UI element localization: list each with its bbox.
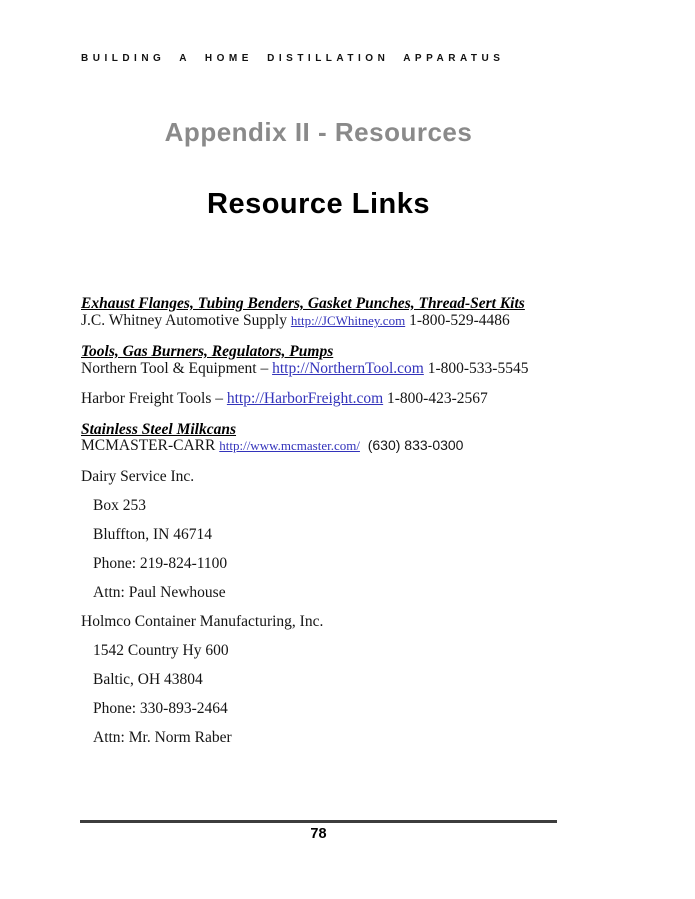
page-number: 78: [310, 826, 327, 842]
contact-line: Bluffton, IN 46714: [93, 526, 212, 543]
contact-holmco: [81, 607, 323, 752]
running-header: BUILDING A HOME DISTILLATION APPARATUS: [81, 53, 505, 64]
contact-line: Attn: Mr. Norm Raber: [93, 729, 232, 746]
mcmaster-link[interactable]: http://www.mcmaster.com/: [219, 438, 360, 453]
section-heading-milkcans: Stainless Steel Milkcans: [81, 421, 237, 438]
footer-rule: [80, 820, 557, 823]
contact-line: Phone: 219-824-1100: [93, 555, 228, 572]
contact-name: Dairy Service Inc.: [81, 468, 195, 485]
entry-phone: 1-800-529-4486: [405, 312, 510, 329]
contact-dairy-service: [81, 462, 227, 607]
entry-text: Harbor Freight Tools –: [81, 390, 227, 407]
northerntool-link[interactable]: http://NorthernTool.com: [272, 360, 424, 377]
jcwhitney-link[interactable]: http://JCWhitney.com: [290, 313, 406, 328]
resource-entry: [81, 390, 488, 408]
entry-phone: 1-800-423-2567: [383, 390, 488, 407]
contact-line: Baltic, OH 43804: [93, 671, 203, 688]
resource-entry: [81, 312, 510, 330]
resource-entry: [81, 437, 463, 455]
page-title: Resource Links: [207, 188, 430, 220]
entry-text: J.C. Whitney Automotive Supply: [81, 312, 291, 329]
harborfreight-link[interactable]: http://HarborFreight.com: [226, 390, 384, 407]
resource-entry: [81, 360, 528, 378]
entry-phone: 1-800-533-5545: [423, 360, 529, 377]
entry-text: MCMASTER-CARR: [81, 437, 220, 454]
entry-phone: (630) 833-0300: [359, 437, 464, 453]
section-heading-tools-burners: Tools, Gas Burners, Regulators, Pumps: [81, 343, 334, 360]
contact-line: Phone: 330-893-2464: [93, 700, 228, 717]
appendix-title: Appendix II - Resources: [164, 117, 473, 147]
section-heading-exhaust-flanges: Exhaust Flanges, Tubing Benders, Gasket Punches, Thread-Sert Kits: [81, 295, 525, 312]
entry-text: Northern Tool & Equipment –: [81, 360, 273, 377]
contact-line: Attn: Paul Newhouse: [93, 584, 226, 601]
contact-line: 1542 Country Hy 600: [93, 642, 229, 659]
contact-name: Holmco Container Manufacturing, Inc.: [81, 613, 324, 630]
contact-line: Box 253: [93, 497, 146, 514]
